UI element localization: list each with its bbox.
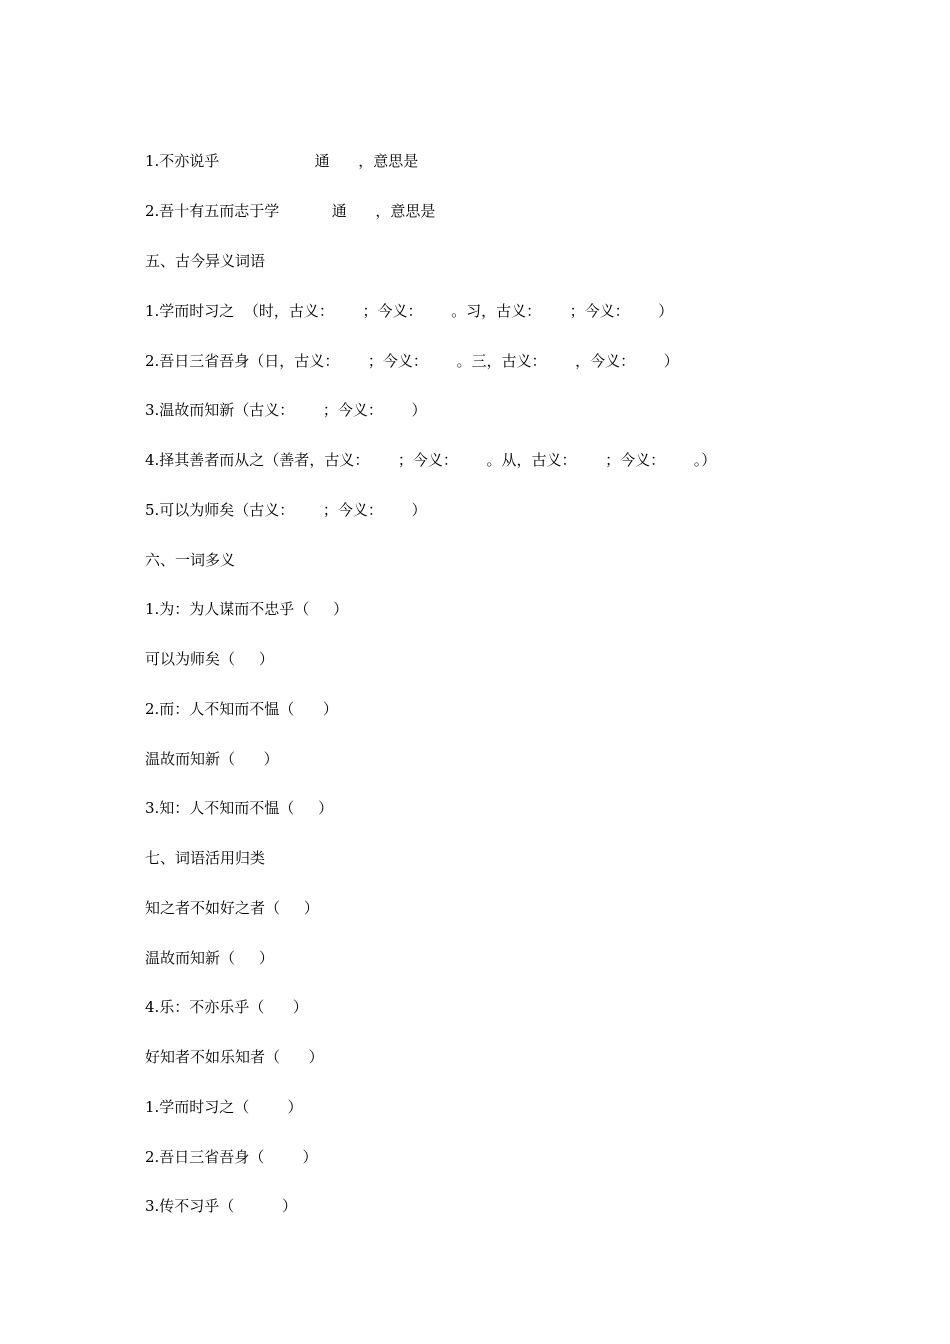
text-line: 温故而知新（ ） [145, 750, 279, 768]
text-line: 3.传不习乎（ ） [145, 1197, 297, 1215]
section-heading: 七、词语活用归类 [145, 849, 266, 867]
text-line: 1.学而时习之 （时，古义： ；今义： 。习，古义： ；今义： ） [145, 302, 674, 320]
text-line: 1.为：为人谋而不忠乎（ ） [145, 600, 349, 618]
text-line: 3.知：人不知而不愠（ ） [145, 799, 334, 817]
text-line: 5.可以为师矣（古义： ；今义： ） [145, 501, 427, 519]
section-heading: 五、古今异义词语 [145, 252, 266, 270]
text-line: 知之者不如好之者（ ） [145, 899, 319, 917]
text-line: 2.吾日三省吾身（日，古义： ；今义： 。三，古义： ，今义： ） [145, 352, 679, 370]
section-heading: 六、一词多义 [145, 551, 236, 569]
text-line: 好知者不如乐知者（ ） [145, 1048, 324, 1066]
text-line: 温故而知新（ ） [145, 949, 274, 967]
text-line: 2.而：人不知而不愠（ ） [145, 700, 338, 718]
text-line: 1.学而时习之（ ） [145, 1098, 303, 1116]
text-line: 3.温故而知新（古义： ；今义： ） [145, 401, 427, 419]
text-line: 1.不亦说乎 通 ，意思是 [145, 152, 419, 170]
text-line: 4.择其善者而从之（善者，古义： ；今义： 。从，古义： ；今义： 。） [145, 451, 717, 469]
text-line: 4.乐：不亦乐乎（ ） [145, 998, 308, 1016]
text-line: 可以为师矣（ ） [145, 650, 274, 668]
text-line: 2.吾十有五而志于学 通 ，意思是 [145, 202, 436, 220]
text-line: 2.吾日三省吾身（ ） [145, 1148, 318, 1166]
